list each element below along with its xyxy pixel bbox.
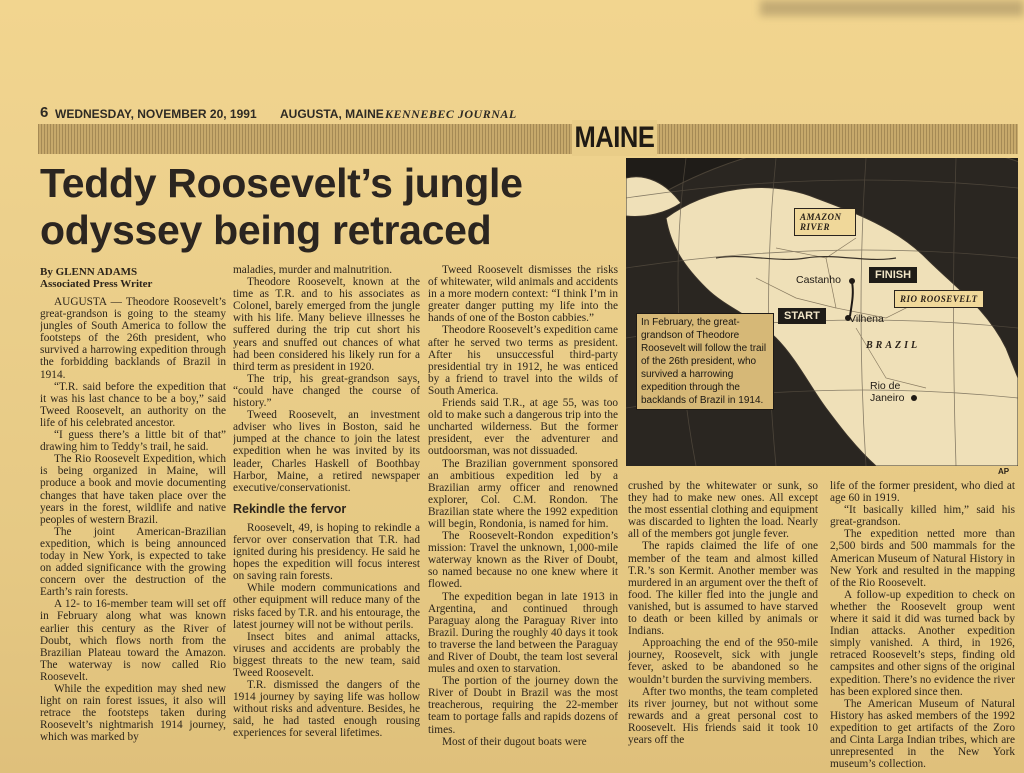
paragraph: AUGUSTA — Theodore Roosevelt’s great-grandson is going to the steamy jungles of South America to follow the footsteps of the 26th president, who survived a harrowing expedition through the forbidding backlands of Brazil in 1914. — [40, 296, 226, 381]
issue-date: WEDNESDAY, NOVEMBER 20, 1991 — [55, 107, 257, 121]
byline — [40, 266, 226, 290]
article-column-4 — [628, 480, 818, 773]
paragraph: The American Museum of Natural History has asked members of the 1992 expedition to get artifacts of the Zoro and Cinta Larga Indian tribes, which are unrepresented in the New York museum’s collection. — [830, 697, 1015, 771]
paragraph: Tweed Roosevelt dismisses the risks of whitewater, wild animals and accidents in a more modern context: “I think I’m in greater danger putting my life into the hands of one of the Boston cabbies.” — [428, 264, 618, 325]
vilhena-label: Vilhena — [849, 313, 884, 325]
paragraph: crushed by the whitewater or sunk, so they had to make new ones. All except the most essential clothing and equipment was discarded to lighten the load. Nearly all of the members got jungle fever. — [628, 480, 818, 541]
dateline — [40, 104, 640, 123]
paragraph: The Rio Roosevelt Expedition, which is being organized in Maine, will produce a book and movie documenting changes that have taken place over the years in the forest, wildlife and native peoples of western Brazil. — [40, 453, 226, 526]
paragraph: Theodore Roosevelt, known at the time as T.R. and to his associates as Colonel, barely emerged from the jungle with his life. Many believe illnesses he suffered during the trip cut short his years and snuffed out chances of what had been considered his likely run for a third term as president in 1920. — [233, 276, 420, 373]
paragraph: “I guess there’s a little bit of that” drawing him to Teddy’s trail, he said. — [40, 429, 226, 454]
paragraph: The Roosevelt-Rondon expedition’s mission: Travel the unknown, 1,000-mile waterway known as the River of Doubt, so named because no one knew where it flowed. — [428, 530, 618, 591]
paragraph: Insect bites and animal attacks, viruses and accidents are probably the biggest threats to the new team, said Tweed Roosevelt. — [233, 630, 420, 679]
paragraph: While modern communications and other equipment will reduce many of the risks faced by T.R. and his entourage, the latest journey will not be without perils. — [233, 582, 420, 631]
section-name: MAINE — [572, 120, 657, 156]
paragraph: “It basically killed him,” said his great-grandson. — [830, 504, 1015, 529]
paragraph: The joint American-Brazilian expedition, which is being announced today in New York, is expected to take on added significance with the growing concern over the destruction of the Earth’s rain forests. — [40, 525, 226, 599]
article-column-3 — [428, 264, 618, 773]
byline-org: Associated Press Writer — [40, 278, 153, 290]
paragraph: A 12- to 16-member team will set off in February along what was known earlier this century as the River of Doubt, which flows north from the Brazilian Plateau toward the Amazon. The waterway is now called Rio Roosevelt. — [40, 598, 226, 683]
castanho-marker — [849, 278, 855, 284]
map-caption: In February, the great-grandson of Theodore Roosevelt will follow the trail of the 26th president, who survived a harrowing expedition through the backlands of Brazil in 1914. — [636, 313, 774, 410]
photo-credit: AP — [998, 467, 1010, 476]
rio-de-janeiro-label: Rio de Janeiro — [870, 380, 905, 404]
article-column-5 — [830, 480, 1015, 773]
paragraph: Tweed Roosevelt, an investment adviser who lives in Boston, said he jumped at the chance to join the latest expedition when he was invited by its leader, Charles Haskell of Boothbay Harbor, Maine, a retired newspaper executive/conservationist. — [233, 409, 420, 494]
castanho-label: Castanho — [796, 274, 841, 286]
paragraph: Friends said T.R., at age 55, was too old to make such a dangerous trip into the uncharted wilderness. But the former president, ever the adventurer and outdoorsman, was not dissuaded. — [428, 397, 618, 458]
paragraph: The expedition netted more than 2,500 birds and 500 mammals for the American Museum of Natural History in New York and resulted in the mapping of the Rio Roosevelt. — [830, 528, 1015, 589]
paragraph: “T.R. said before the expedition that it was his last chance to be a boy,” said Tweed Roosevelt, an authority on the life of his celebrated ancestor. — [40, 380, 226, 429]
paragraph: Most of their dugout boats were — [442, 735, 587, 748]
paragraph: Approaching the end of the 950-mile journey, Roosevelt, sick with jungle fever, asked to be abandoned so he wouldn’t burden the surviving members. — [628, 637, 818, 686]
subhead: Rekindle the fervor — [233, 501, 347, 516]
brazil-label: BRAZIL — [866, 340, 921, 351]
paper-name: KENNEBEC JOURNAL — [385, 107, 517, 121]
paragraph: Roosevelt, 49, is hoping to rekindle a fervor over conservation that T.R. had ignited during his presidency. He said he hopes the expedition will focus interest on saving rain forests. — [233, 521, 420, 583]
paragraph: The trip, his great-grandson says, “could have changed the course of history.” — [233, 372, 420, 410]
page-stain — [760, 0, 1024, 16]
paragraph: Theodore Roosevelt’s expedition came after he served two terms as president. After his unsuccessful third-party presidential try in 1912, he was enticed by a friend to travel into the wilds of South America. — [428, 324, 618, 397]
paragraph: The expedition began in late 1913 in Argentina, and continued through Paraguay along the Paraguay River into Brazil. During the roughly 40 days it took to traverse the land between the Paraguay and River of Doubt, the team lost several mules and oxen to starvation. — [428, 590, 618, 676]
page-number: 6 — [40, 104, 49, 121]
expedition-map — [626, 158, 1018, 466]
paragraph: maladies, murder and malnutrition. — [233, 264, 393, 276]
amazon-river-label: AMAZON RIVER — [794, 208, 856, 236]
paragraph: The rapids claimed the life of one member of the team and almost killed T.R.’s son Kermit. Another member was murdered in an argument over the theft of food. The killer fled into the jungle and vanished, but is assumed to have starved to death or been killed by animals or Indians. — [628, 540, 818, 638]
dateline-city: AUGUSTA, MAINE — [280, 107, 384, 121]
paragraph: While the expedition may shed new light on rain forest issues, it also will retrace the footsteps taken during Roosevelt’s nightmarish 1914 journey, which was marked by — [40, 683, 226, 744]
section-bar — [38, 124, 1018, 154]
start-label: START — [778, 308, 826, 324]
article-column-1 — [40, 266, 226, 773]
paragraph: The Brazilian government sponsored an ambitious expedition led by a Brazilian army officer and renowned explorer, Col. C.M. Rondon. The Brazilian state where the 1992 expedition will begin, Rondonia, is named for him. — [428, 457, 618, 530]
paragraph: A follow-up expedition to check on whether the Roosevelt group went where it said it did was turned back by Indian attacks. Another expedition simply vanished. A third, in 1926, retraced Roosevelt’s steps, finding old campsites and other signs of the original expedition. There’s no evidence the river has been explored since then. — [830, 588, 1015, 698]
article-column-2 — [233, 264, 420, 773]
paragraph: T.R. dismissed the dangers of the 1914 journey by saying life was hollow without risks and adventure. Besides, he said, he had tasted enough rousing experiences for several lifetimes. — [233, 679, 420, 740]
byline-author: By GLENN ADAMS — [40, 266, 138, 278]
paragraph: The portion of the journey down the River of Doubt in Brazil was the most treacherous, requiring the 22-member team to portage falls and rapids dozens of times. — [428, 675, 618, 736]
paragraph: After two months, the team completed its river journey, but not without some rewards and a great personal cost to Roosevelt. His friends said it took 10 years off the — [628, 685, 818, 746]
finish-label: FINISH — [869, 267, 917, 283]
paragraph: life of the former president, who died at age 60 in 1919. — [830, 480, 1015, 505]
rio-roosevelt-label: RIO ROOSEVELT — [894, 290, 984, 308]
headline: Teddy Roosevelt’s jungle odyssey being retraced — [40, 160, 523, 253]
